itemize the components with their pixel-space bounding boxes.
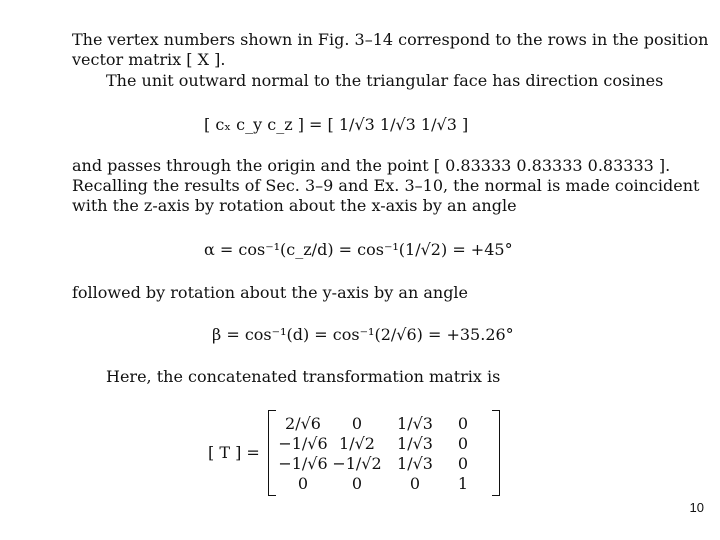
text-line: Recalling the results of Sec. 3–9 and Ex. 3–10, the normal is made coincident	[72, 176, 700, 195]
matrix-cell: 1/√3	[397, 454, 433, 473]
page-number: 10	[689, 500, 704, 515]
matrix-cell: 0	[409, 474, 421, 493]
text-line: vector matrix [ X ].	[72, 50, 226, 69]
equation-alpha: α = cos⁻¹(c_z/d) = cos⁻¹(1/√2) = +45°	[204, 240, 513, 259]
matrix-cell: −1/√2	[332, 454, 382, 473]
matrix-cell: 0	[457, 454, 469, 473]
matrix-cell: 1/√2	[339, 434, 375, 453]
matrix-cell: 0	[297, 474, 309, 493]
text-line: The vertex numbers shown in Fig. 3–14 correspond to the rows in the position	[72, 30, 709, 49]
matrix-cell: 1	[457, 474, 469, 493]
matrix-cell: 0	[457, 414, 469, 433]
transformation-matrix	[268, 410, 500, 496]
text-line: followed by rotation about the y-axis by an angle	[72, 283, 469, 302]
matrix-row	[269, 434, 499, 454]
matrix-cell: 1/√3	[397, 414, 433, 433]
equation-direction-cosines: [ cₓ c_y c_z ] = [ 1/√3 1/√3 1/√3 ]	[204, 115, 469, 134]
matrix-cell: −1/√6	[278, 434, 328, 453]
equation-beta: β = cos⁻¹(d) = cos⁻¹(2/√6) = +35.26°	[212, 325, 514, 344]
matrix-cell: 0	[457, 434, 469, 453]
matrix-cell: 0	[351, 414, 363, 433]
text-line: and passes through the origin and the point [ 0.83333 0.83333 0.83333 ].	[72, 156, 671, 175]
text-line: Here, the concatenated transformation matrix is	[106, 367, 501, 386]
matrix-cell: 0	[351, 474, 363, 493]
matrix-label: [ T ] =	[208, 443, 260, 462]
matrix-cell: −1/√6	[278, 454, 328, 473]
matrix-cell: 1/√3	[397, 434, 433, 453]
matrix-row	[269, 454, 499, 474]
text-line: The unit outward normal to the triangular face has direction cosines	[106, 71, 664, 90]
matrix-row	[269, 474, 499, 494]
text-line: with the z-axis by rotation about the x-axis by an angle	[72, 196, 517, 215]
matrix-cell: 2/√6	[285, 414, 321, 433]
matrix-row	[269, 414, 499, 434]
